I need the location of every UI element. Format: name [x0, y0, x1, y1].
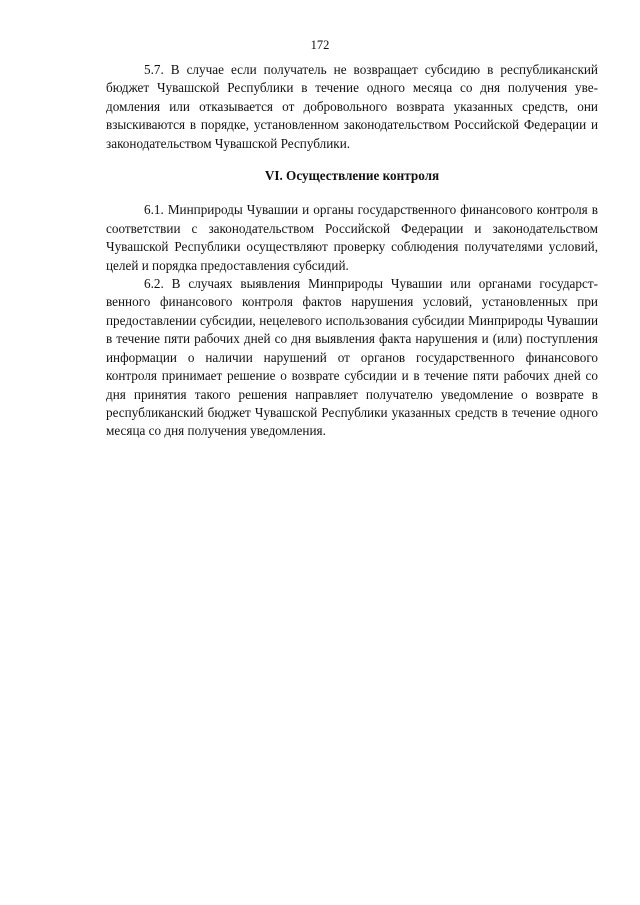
paragraph-6-1: 6.1. Минприроды Чувашии и органы государственного финансового контроля в соответствии с законодательством Российской Федерации и законодательством Чувашской Республики осуществляют проверку соблюдения получателями условий, целей и порядка предоставления субсидий. — [106, 202, 598, 273]
document-body — [106, 61, 598, 441]
section-heading-vi: VI. Осуществление контроля — [264, 168, 440, 184]
paragraph-6-2: 6.2. В случаях выявления Минприроды Чувашии или органами государственного финансового контроля фактов нарушения условий, установленных при предоставлении субсидии, нецелевого использования субсидии Минприроды Чувашии в течение пяти рабочих дней со дня выявления факта нарушения и (или) поступления информации о наличии нарушений от органов государственного финансового контроля принимает решение о возврате субсидии и в течение пяти рабочих дней со дня принятия такого решения направляет получателю уведомление о возврате в республиканский бюджет Чувашской Республики указанных средств в течение одного месяца со дня получения уведомления. — [106, 276, 598, 439]
page-number: 172 — [310, 38, 330, 52]
paragraph-5-7: 5.7. В случае если получатель не возвращает субсидию в республиканский бюджет Чувашской Республики в течение одного месяца со дня получения уведомления или отказывается от добровольного возврата указанных средств, они взыскиваются в порядке, установленном законодательством Российской Федерации и законодательством Чувашской Республики. — [106, 62, 598, 151]
